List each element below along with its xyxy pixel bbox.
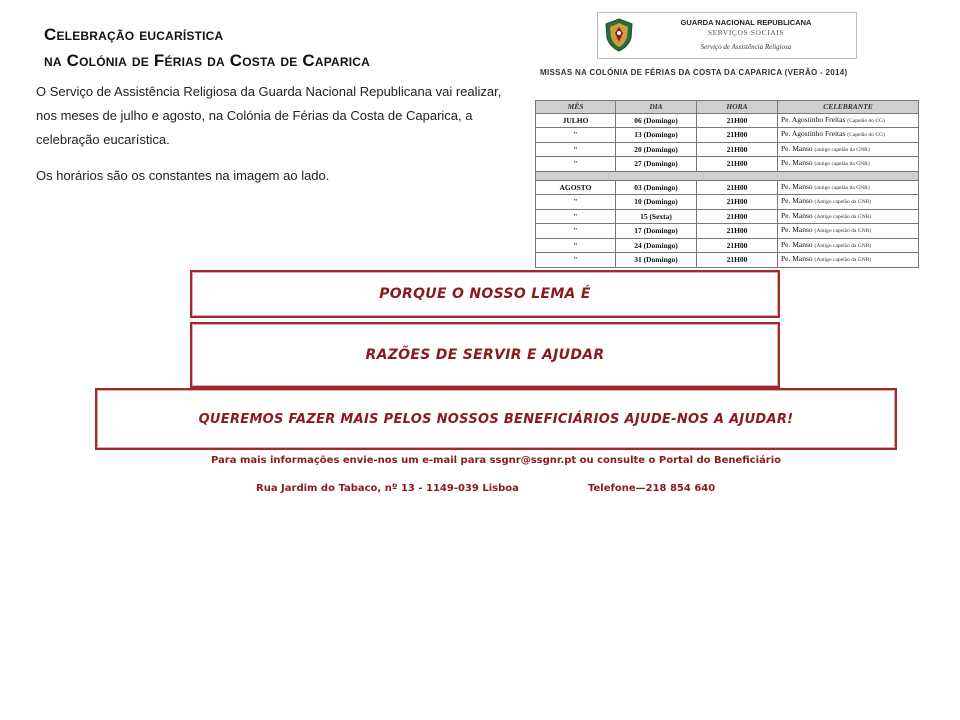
cell-mes: "	[536, 224, 616, 239]
cell-dia: 31 (Domingo)	[616, 253, 697, 268]
celebrant-name: Pe. Manso	[781, 254, 813, 263]
cell-dia: 24 (Domingo)	[616, 238, 697, 253]
schedule-row	[536, 180, 919, 195]
cell-celebrante	[778, 238, 919, 253]
appeal-banner: QUEREMOS FAZER MAIS PELOS NOSSOS BENEFICIÁRIOS AJUDE-NOS A AJUDAR!	[95, 388, 897, 450]
celebrant-note: (Antigo capelão da GNR)	[814, 228, 872, 234]
celebrant-name: Pe. Manso	[781, 181, 813, 191]
cell-celebrante	[778, 253, 919, 268]
cell-mes: "	[536, 195, 616, 210]
organization-header	[597, 12, 857, 59]
footer-phone: Telefone—218 854 640	[588, 483, 716, 494]
motto-intro-banner: PORQUE O NOSSO LEMA É	[190, 270, 780, 318]
cell-mes: "	[536, 238, 616, 253]
celebrant-name: Pe. Agostinho Freitas	[781, 114, 846, 124]
celebrant-name: Pe. Manso	[781, 239, 813, 249]
celebrant-note: (Antigo capelão da GNR)	[814, 242, 872, 249]
schedule-row	[536, 253, 919, 268]
cell-celebrante	[778, 180, 919, 195]
celebrant-name: Pe. Manso	[781, 196, 813, 205]
intro-note: Os horários são os constantes na imagem ao lado.	[36, 168, 330, 183]
cell-dia: 13 (Domingo)	[616, 128, 697, 143]
cell-mes: "	[536, 209, 616, 224]
org-name: GUARDA NACIONAL REPUBLICANA	[680, 18, 812, 27]
footer-address: Rua Jardim do Tabaco, nº 13 - 1149-039 Lisboa	[256, 483, 519, 494]
celebrant-note: (Capelão do CG)	[847, 132, 885, 138]
org-subtitle: SERVIÇOS SOCIAIS	[707, 28, 785, 37]
celebrant-note: (Antigo capelão da GNR)	[814, 213, 872, 220]
celebrant-note: (antigo capelão da GNR)	[814, 161, 870, 167]
cell-hora: 21H00	[697, 195, 778, 210]
cell-mes: JULHO	[536, 113, 616, 128]
cell-celebrante	[778, 142, 919, 157]
cell-hora: 21H00	[697, 209, 778, 224]
cell-dia: 15 (Sexta)	[616, 209, 697, 224]
cell-hora: 21H00	[697, 113, 778, 128]
schedule-row	[536, 128, 919, 143]
cell-mes: "	[536, 253, 616, 268]
celebrant-name: Pe. Manso	[781, 210, 813, 220]
cell-celebrante	[778, 113, 919, 128]
celebrant-note: (Antigo capelão da GNR)	[814, 257, 872, 263]
schedule-row	[536, 209, 919, 224]
cell-celebrante	[778, 128, 919, 143]
celebrant-name: Pe. Manso	[781, 225, 813, 234]
cell-dia: 20 (Domingo)	[616, 142, 697, 157]
footer-info: Para mais informações envie-nos um e-mail para ssgnr@ssgnr.pt ou consulte o Portal do Beneficiário	[211, 455, 782, 466]
schedule-separator-row	[536, 171, 919, 180]
cell-celebrante	[778, 157, 919, 172]
schedule-header-row	[536, 101, 919, 114]
cell-hora: 21H00	[697, 253, 778, 268]
intro-paragraph: O Serviço de Assistência Religiosa da Guarda Nacional Republicana vai realizar, nos meses de julho e agosto, na Colónia de Férias da Costa de Caparica, a celebração eucarística.	[36, 84, 502, 147]
motto-banner: RAZÕES DE SERVIR E AJUDAR	[190, 322, 780, 388]
page-title-line1: Celebração eucarística	[44, 25, 224, 44]
cell-mes: "	[536, 142, 616, 157]
schedule-title: MISSAS NA COLÓNIA DE FÉRIAS DA COSTA DA CAPARICA (VERÃO - 2014)	[540, 68, 848, 77]
cell-dia: 17 (Domingo)	[616, 224, 697, 239]
cell-hora: 21H00	[697, 157, 778, 172]
cell-celebrante	[778, 224, 919, 239]
celebrant-note: (Antigo capelão da GNR)	[814, 199, 872, 205]
header-celebrante: CELEBRANTE	[778, 101, 919, 114]
cell-dia: 27 (Domingo)	[616, 157, 697, 172]
cell-celebrante	[778, 195, 919, 210]
schedule-row	[536, 238, 919, 253]
cell-mes: AGOSTO	[536, 180, 616, 195]
schedule-row	[536, 113, 919, 128]
org-department: Serviço de Assistência Religiosa	[700, 43, 792, 51]
cell-hora: 21H00	[697, 128, 778, 143]
cell-dia: 10 (Domingo)	[616, 195, 697, 210]
schedule-table	[535, 100, 919, 268]
header-dia: DIA	[616, 101, 697, 114]
celebrant-name: Pe. Agostinho Freitas	[781, 129, 846, 138]
celebrant-name: Pe. Manso	[781, 158, 813, 167]
separator-cell	[536, 171, 919, 180]
celebrant-note: (antigo capelão da GNR)	[814, 184, 870, 191]
page-title-line2: na Colónia de Férias da Costa de Caparica	[44, 51, 371, 70]
cell-hora: 21H00	[697, 238, 778, 253]
cell-mes: "	[536, 128, 616, 143]
gnr-seal-icon	[604, 18, 634, 52]
cell-dia: 03 (Domingo)	[616, 180, 697, 195]
header-mes: MÊS	[536, 101, 616, 114]
cell-celebrante	[778, 209, 919, 224]
schedule-row	[536, 224, 919, 239]
cell-hora: 21H00	[697, 142, 778, 157]
schedule-row	[536, 195, 919, 210]
celebrant-note: (Capelão do CG)	[847, 117, 885, 124]
schedule-row	[536, 142, 919, 157]
cell-dia: 06 (Domingo)	[616, 113, 697, 128]
header-hora: HORA	[697, 101, 778, 114]
cell-mes: "	[536, 157, 616, 172]
celebrant-name: Pe. Manso	[781, 143, 813, 153]
celebrant-note: (antigo capelão da GNR)	[814, 146, 870, 153]
schedule-row	[536, 157, 919, 172]
cell-hora: 21H00	[697, 224, 778, 239]
cell-hora: 21H00	[697, 180, 778, 195]
